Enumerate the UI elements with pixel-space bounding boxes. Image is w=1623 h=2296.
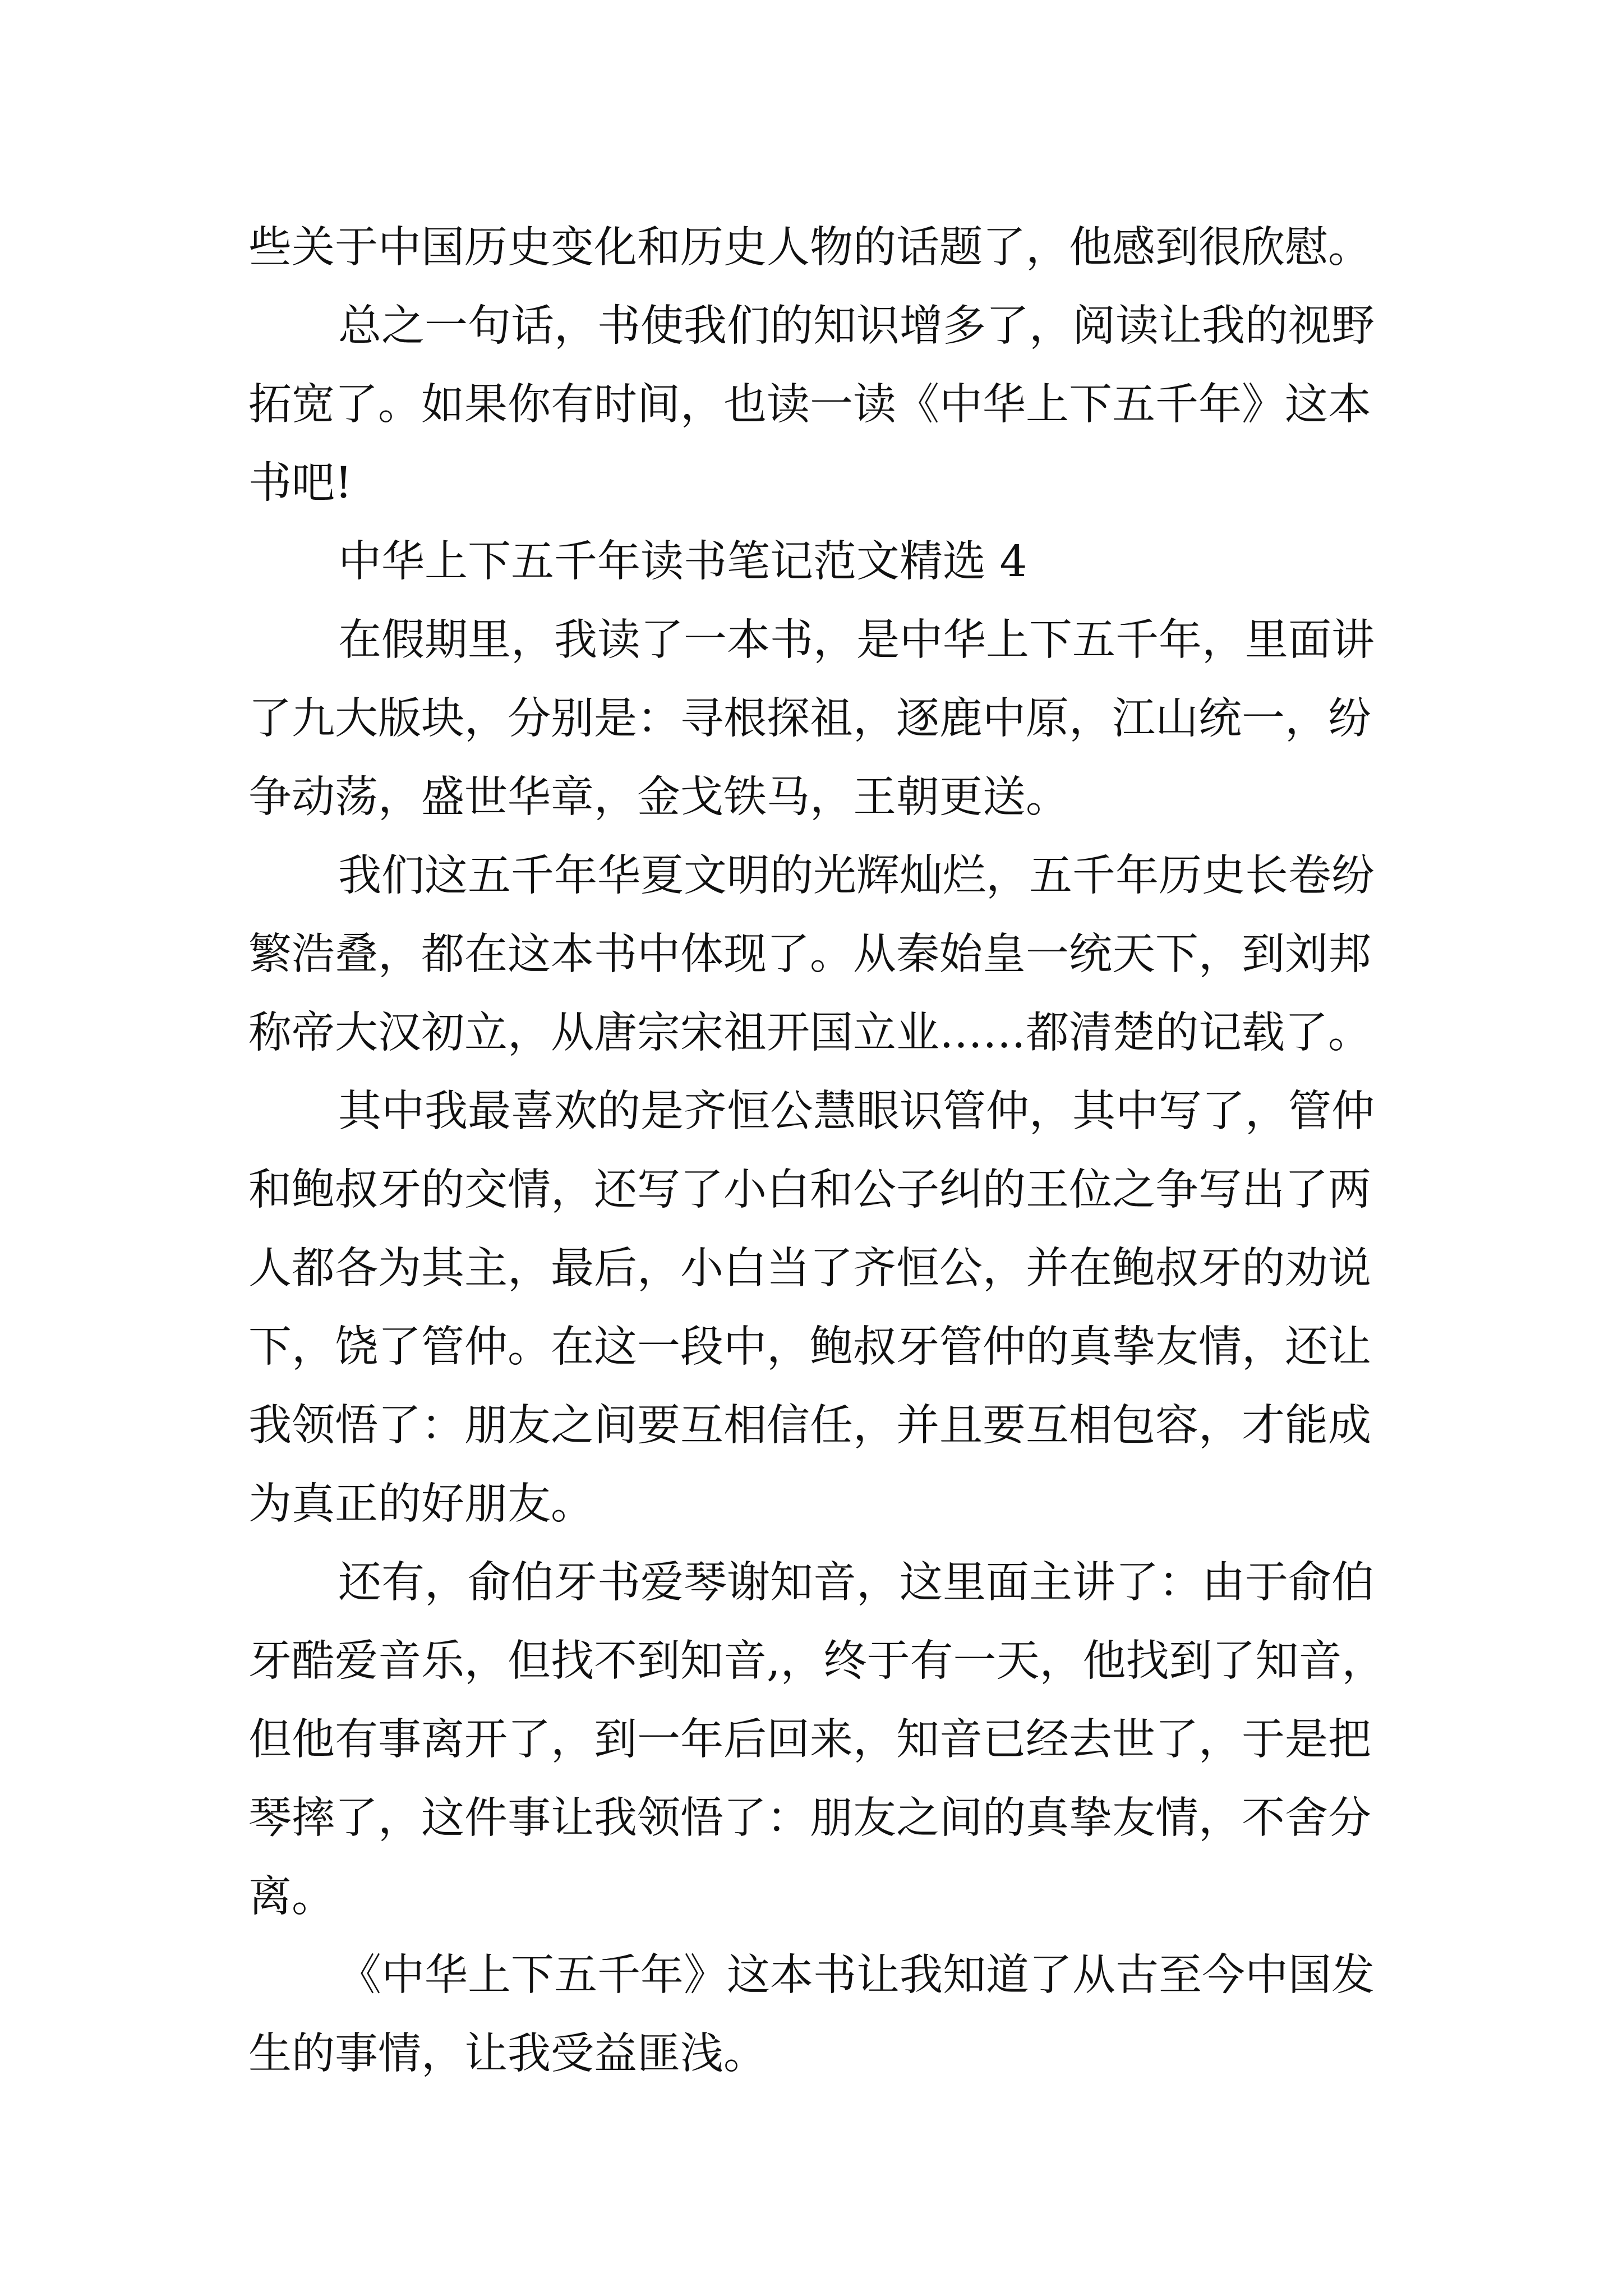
paragraph-4: 我们这五千年华夏文明的光辉灿烂，五千年历史长卷纷 繁浩叠，都在这本书中体现了。从秦始皇一统天下，到刘邦 称帝大汉初立，从唐宗宋祖开国立业……都清楚的记载了。 — [248, 851, 1375, 1058]
paragraph-1: 些关于中国历史变化和历史人物的话题了，他感到很欣慰。 — [248, 223, 1371, 273]
paragraph-3: 在假期里，我读了一本书，是中华上下五千年，里面讲 了九大版块，分别是：寻根探祖，逐鹿中原，江山统一，纷 争动荡，盛世华章，金戈铁马，王朝更送。 — [248, 615, 1375, 822]
paragraph-6: 还有，俞伯牙书爱琴谢知音，这里面主讲了：由于俞伯 牙酷爱音乐，但找不到知音,，终于有一天，他找到了知音， 但他有事离开了，到一年后回来，知音已经去世了，于是把 琴摔了，这件事让我领悟了：朋友之间的真挚友情，不舍分 离。 — [248, 1558, 1385, 1922]
section-heading: 中华上下五千年读书笔记范文精选 4 — [338, 537, 1027, 587]
document-body — [248, 209, 1393, 2093]
paragraph-5: 其中我最喜欢的是齐恒公慧眼识管仲，其中写了，管仲 和鲍叔牙的交情，还写了小白和公子纠的王位之争写出了两 人都各为其主，最后，小白当了齐恒公，并在鲍叔牙的劝说 下，饶了管仲。在这一段中，鲍叔牙管仲的真挚友情，还让 我领悟了：朋友之间要互相信任，并且要互相包容，才能成 为真正的好朋友。 — [248, 1087, 1375, 1529]
paragraph-7: 《中华上下五千年》这本书让我知道了从古至今中国发 生的事情，让我受益匪浅。 — [248, 1950, 1375, 2079]
paragraph-2: 总之一句话，书使我们的知识增多了，阅读让我的视野 拓宽了。如果你有时间，也读一读《中华上下五千年》这本 书吧! — [248, 301, 1375, 508]
